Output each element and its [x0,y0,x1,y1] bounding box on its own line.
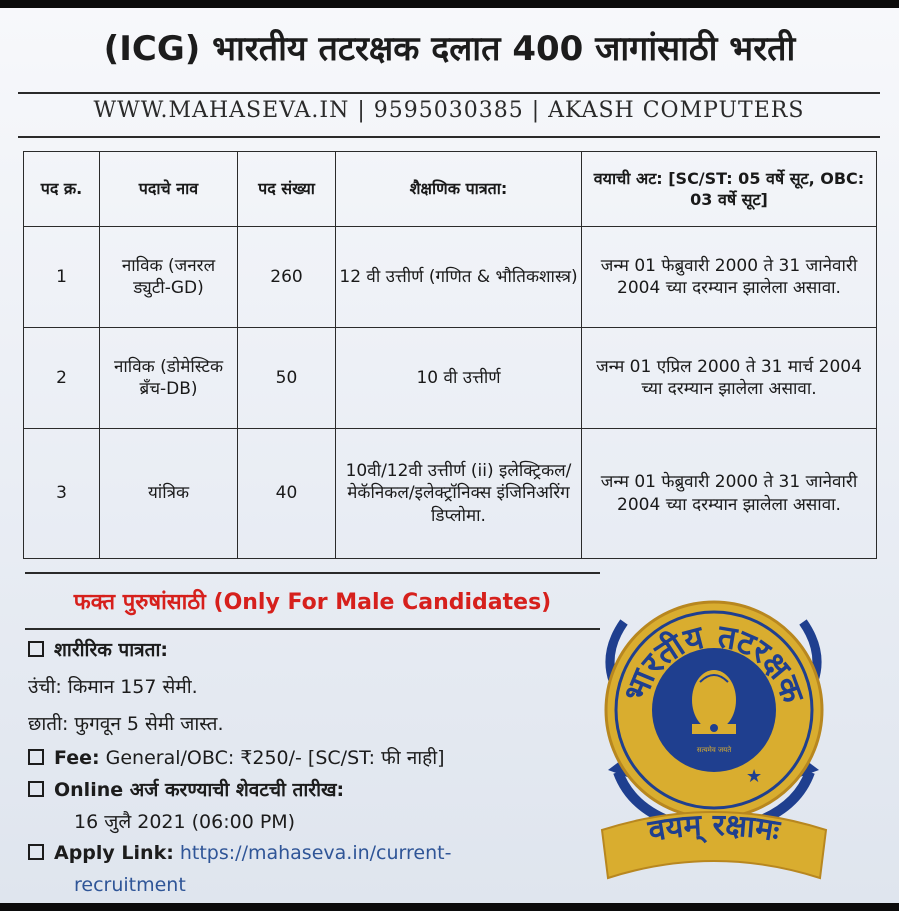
cell-post-count: 260 [238,227,336,328]
cell-post-no: 3 [24,429,100,559]
last-date-item [28,776,344,802]
emblem-small-text: सत्यमेव जयते [696,746,732,754]
apply-link[interactable]: https://mahaseva.in/current- [179,842,452,864]
male-only-heading: फक्त पुरुषांसाठी (Only For Male Candidates) [25,572,600,630]
fee-label: Fee: [54,747,100,769]
website-contact-line: WWW.MAHASEVA.IN | 9595030385 | AKASH COMPUTERS [93,98,805,123]
posts-table [23,151,877,559]
site-divider [18,136,880,138]
physical-eligibility-label: शारीरिक पात्रता: [54,639,168,661]
cell-post-name: यांत्रिक [100,429,238,559]
poster-title: (ICG) भारतीय तटरक्षक दलात 400 जागांसाठी भरती [103,29,796,69]
checkbox-bullet-icon [28,749,44,765]
title-divider [18,92,880,94]
apply-link-item [28,842,451,864]
table-row [24,328,877,429]
cell-post-name: नाविक (डोमेस्टिक ब्रँच-DB) [100,328,238,429]
table-row [24,429,877,559]
checkbox-bullet-icon [28,781,44,797]
chest-requirement: छाती: फुगवून 5 सेमी जास्त. [28,713,224,735]
star-icon: ★ [746,766,763,787]
cell-age-limit: जन्म 01 फेब्रुवारी 2000 ते 31 जानेवारी 2004 च्या दरम्यान झालेला असावा. [582,227,877,328]
table-header-row [24,152,877,227]
emblem-top-text: भारतीय तटरक्षक [615,616,813,708]
checkbox-bullet-icon [28,641,44,657]
checkbox-bullet-icon [28,844,44,860]
cell-qualification: 10वी/12वी उत्तीर्ण (ii) इलेक्ट्रिकल/मेकॅनिकल/इलेक्ट्रॉनिक्स इंजिनिअरिंग डिप्लोमा. [336,429,582,559]
cell-qualification: 10 वी उत्तीर्ण [336,328,582,429]
apply-link-label: Apply Link: [54,842,174,864]
cell-post-name: नाविक (जनरल ड्युटी-GD) [100,227,238,328]
header-post-no: पद क्र. [24,152,100,227]
cell-post-no: 2 [24,328,100,429]
height-requirement: उंची: किमान 157 सेमी. [28,676,198,698]
cell-qualification: 12 वी उत्तीर्ण (गणित & भौतिकशास्त्र) [336,227,582,328]
cell-post-count: 40 [238,429,336,559]
cell-post-count: 50 [238,328,336,429]
fee-item [28,744,445,770]
coast-guard-emblem [596,582,831,892]
recruitment-poster [0,8,899,903]
cell-age-limit: जन्म 01 एप्रिल 2000 ते 31 मार्च 2004 च्या दरम्यान झालेला असावा. [582,328,877,429]
header-age-limit: वयाची अट: [SC/ST: 05 वर्षे सूट, OBC: 03 वर्षे सूट] [582,152,877,227]
cell-post-no: 1 [24,227,100,328]
header-post-name: पदाचे नाव [100,152,238,227]
header-post-count: पद संख्या [238,152,336,227]
ashoka-lion-icon [692,670,736,734]
emblem-motto-text: वयम् रक्षामः [645,807,782,850]
fee-value: General/OBC: ₹250/- [SC/ST: फी नाही] [105,747,445,769]
physical-eligibility-item [28,636,168,662]
cell-age-limit: जन्म 01 फेब्रुवारी 2000 ते 31 जानेवारी 2004 च्या दरम्यान झालेला असावा. [582,429,877,559]
last-date-label: Online अर्ज करण्याची शेवटची तारीख: [54,779,345,801]
apply-link-continued[interactable]: recruitment [74,874,186,896]
header-qualification: शैक्षणिक पात्रता: [336,152,582,227]
table-row [24,227,877,328]
last-date-value: 16 जुलै 2021 (06:00 PM) [74,811,296,833]
